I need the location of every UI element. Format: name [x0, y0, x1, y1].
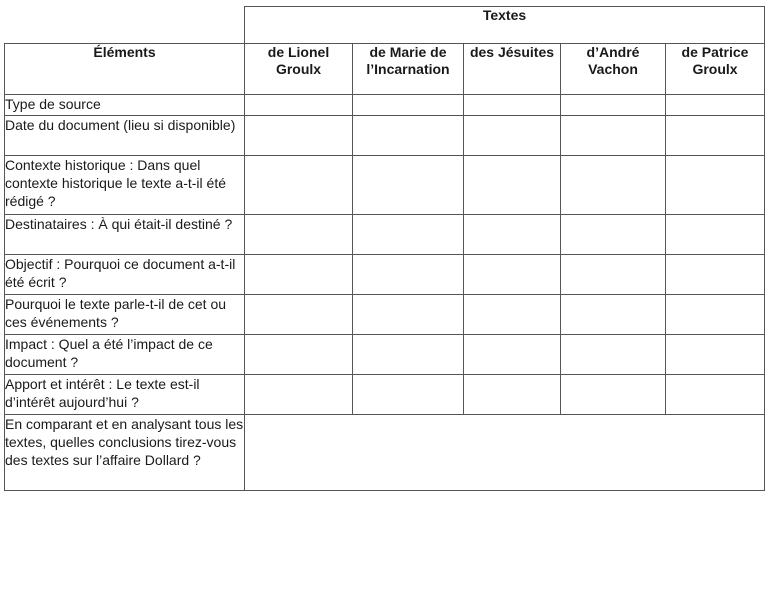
- answer-cell[interactable]: [245, 335, 353, 375]
- answer-cell[interactable]: [353, 295, 464, 335]
- answer-cell[interactable]: [561, 335, 666, 375]
- column-header-andre-vachon: d’André Vachon: [561, 44, 666, 95]
- column-header-row: [5, 44, 765, 95]
- answer-cell[interactable]: [353, 156, 464, 215]
- row-label: En comparant et en analysant tous les textes, quelles conclusions tirez-vous des textes sur l’affaire Dollard ?: [5, 415, 245, 491]
- answer-cell[interactable]: [245, 375, 353, 415]
- answer-cell[interactable]: [561, 156, 666, 215]
- answer-cell[interactable]: [464, 95, 561, 116]
- answer-cell[interactable]: [353, 95, 464, 116]
- answer-cell[interactable]: [245, 95, 353, 116]
- conclusion-answer-cell[interactable]: [245, 415, 765, 491]
- column-header-lionel-groulx: de Lionel Groulx: [245, 44, 353, 95]
- answer-cell[interactable]: [666, 156, 765, 215]
- answer-cell[interactable]: [464, 156, 561, 215]
- answer-cell[interactable]: [245, 255, 353, 295]
- answer-cell[interactable]: [561, 215, 666, 255]
- table-row: [5, 95, 765, 116]
- table-row: [5, 156, 765, 215]
- answer-cell[interactable]: [666, 335, 765, 375]
- answer-cell[interactable]: [353, 255, 464, 295]
- analysis-table: [4, 6, 765, 491]
- answer-cell[interactable]: [666, 295, 765, 335]
- row-label: Date du document (lieu si disponible): [5, 116, 245, 156]
- elements-header: Éléments: [5, 44, 245, 95]
- textes-header: Textes: [245, 7, 765, 44]
- row-label: Apport et intérêt : Le texte est-il d’intérêt aujourd’hui ?: [5, 375, 245, 415]
- row-label: Contexte historique : Dans quel contexte historique le texte a-t-il été rédigé ?: [5, 156, 245, 215]
- answer-cell[interactable]: [464, 335, 561, 375]
- table-row: [5, 215, 765, 255]
- answer-cell[interactable]: [561, 295, 666, 335]
- answer-cell[interactable]: [245, 156, 353, 215]
- table-row: [5, 116, 765, 156]
- table-row: [5, 255, 765, 295]
- answer-cell[interactable]: [666, 375, 765, 415]
- row-label: Type de source: [5, 95, 245, 116]
- answer-cell[interactable]: [666, 255, 765, 295]
- answer-cell[interactable]: [464, 116, 561, 156]
- row-label: Impact : Quel a été l’impact de ce document ?: [5, 335, 245, 375]
- answer-cell[interactable]: [245, 295, 353, 335]
- column-header-patrice-groulx: de Patrice Groulx: [666, 44, 765, 95]
- answer-cell[interactable]: [353, 335, 464, 375]
- answer-cell[interactable]: [464, 375, 561, 415]
- answer-cell[interactable]: [561, 255, 666, 295]
- answer-cell[interactable]: [666, 95, 765, 116]
- column-header-jesuites: des Jésuites: [464, 44, 561, 95]
- group-header-row: [5, 7, 765, 44]
- answer-cell[interactable]: [666, 116, 765, 156]
- answer-cell[interactable]: [464, 255, 561, 295]
- answer-cell[interactable]: [561, 375, 666, 415]
- row-label: Destinataires : À qui était-il destiné ?: [5, 215, 245, 255]
- table-row: [5, 295, 765, 335]
- row-label: Pourquoi le texte parle-t-il de cet ou ces événements ?: [5, 295, 245, 335]
- column-header-marie-de-lincarnation: de Marie de l’Incarnation: [353, 44, 464, 95]
- answer-cell[interactable]: [561, 95, 666, 116]
- answer-cell[interactable]: [666, 215, 765, 255]
- table-row: [5, 415, 765, 491]
- answer-cell[interactable]: [353, 375, 464, 415]
- table-row: [5, 375, 765, 415]
- answer-cell[interactable]: [464, 215, 561, 255]
- answer-cell[interactable]: [464, 295, 561, 335]
- answer-cell[interactable]: [561, 116, 666, 156]
- row-label: Objectif : Pourquoi ce document a-t-il été écrit ?: [5, 255, 245, 295]
- answer-cell[interactable]: [353, 116, 464, 156]
- answer-cell[interactable]: [245, 215, 353, 255]
- table-row: [5, 335, 765, 375]
- answer-cell[interactable]: [245, 116, 353, 156]
- blank-corner-cell: [5, 7, 245, 44]
- answer-cell[interactable]: [353, 215, 464, 255]
